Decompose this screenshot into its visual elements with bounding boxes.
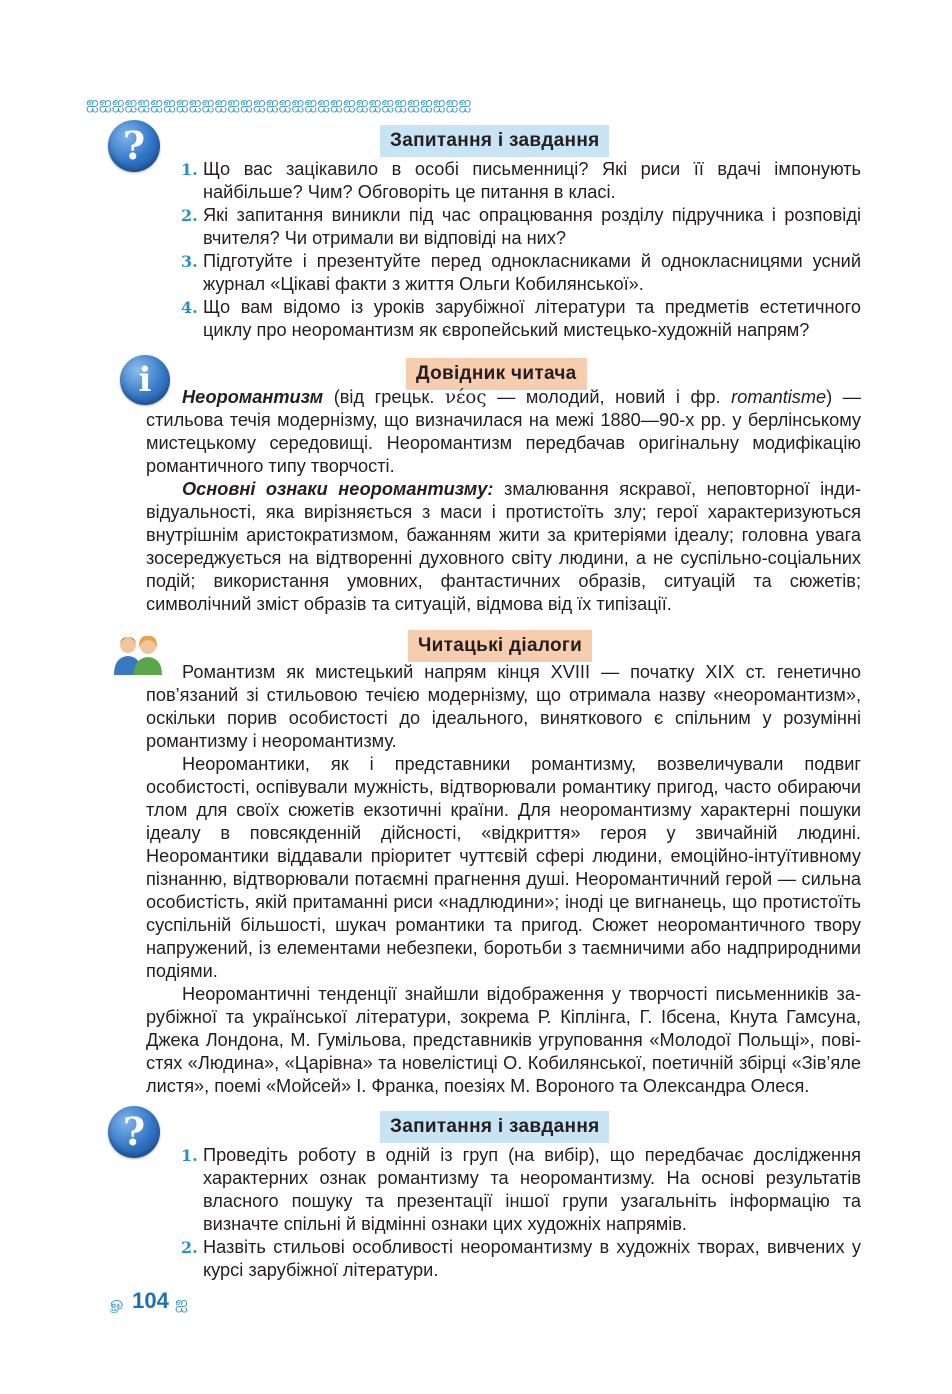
greek-word: νέος (444, 387, 487, 408)
page-number: 104 (132, 1288, 169, 1313)
question-item (181, 204, 861, 250)
reference-text-part: — молодий, новий і фр. (486, 387, 732, 407)
reference-text-part: (від грецьк. (323, 387, 445, 407)
question-text: Які запитання виникли під час опрацювання розділу підручника і розповіді вчителя? Чи отримали ви відповіді на них? (203, 205, 861, 248)
question-icon: ? (108, 120, 160, 172)
question-item (181, 296, 861, 342)
reference-text (146, 386, 861, 616)
ornament-right: ஐ (174, 1293, 188, 1312)
question-item (181, 1144, 861, 1236)
dialogues-paragraph: Неоромантичні тенденції знайшли відображення у творчості письменників зарубіжної та української літератури, зокрема Р. Кіплінга, Г. Ібсена, Кнута Гамсуна, Джека Лондона, М. Гумільова, представників угруповання «Молодої Польщі», повістях «Людина», «Царівна» та новелістиці О. Кобилянської, поетичній збірці «Зів’яле листя», поемі «Мойсей» І. Франка, поезіях М. Вороного та Олександра Олеся. (146, 984, 861, 1096)
ornament-border-top: ஐஐஐஐஐஐஐஐஐஐஐஐஐஐஐஐஐஐஐஐஐஐஐஐஐஐஐஐஐஐ (86, 93, 472, 112)
question-list-1 (181, 158, 861, 342)
question-number: 3. (181, 252, 198, 271)
term-neoromanticism: Неоромантизм (182, 387, 324, 407)
section-heading-questions-2: Запитання і завдання (380, 1111, 609, 1143)
dialogues-paragraph: Романтизм як мистецький напрям кінця XVIII — початку XIX ст. генетично пов’язаний зі стильовою течією модернізму, що отримала назву «неоромантизм», оскільки порив особистості до ідеального, виняткового є спільним у розумінні романтизму і неоромантизму. (146, 662, 861, 751)
section-heading-reference: Довідник читача (406, 358, 587, 390)
section-heading-dialogues: Читацькі діалоги (408, 630, 592, 662)
question-item (181, 158, 861, 204)
dialogues-text (146, 661, 861, 1098)
question-text: Назвіть стильові особливості неоромантизму в художніх творах, вивчених у курсі зарубіжної літератури. (203, 1237, 861, 1280)
page-footer (110, 1288, 188, 1314)
question-number: 2. (181, 206, 198, 225)
question-icon: ? (108, 1106, 160, 1158)
question-text: Що вас зацікавило в особі письменниці? Які риси її вдачі імпонують найбільше? Чим? Обговоріть це питання в класі. (203, 159, 861, 202)
features-label: Основні ознаки неоромантизму: (182, 479, 494, 499)
features-text: змалювання яскравої, неповторної індивідуальності, яка вирізняється з маси і протистоїть злу; герої характеризуються внутрішнім аристократизмом, бажанням жити за критеріями ідеалу; головна увага зосереджується на відтворенні духовного світу людини, а не суспільно-соціальних подій; використання умовних, фантастичних образів, ситуацій та сюжетів; символічний зміст образів та ситуацій, відмова від їх типізації. (146, 479, 861, 614)
info-icon: i (120, 355, 170, 405)
question-number: 1. (181, 160, 198, 179)
section-heading-questions-1: Запитання і завдання (380, 125, 609, 157)
question-text: Що вам відомо із уроків зарубіжної літератури та предметів естетичного циклу про неоромантизм як європейський мистецько-художній напрям? (203, 297, 861, 340)
question-text: Проведіть роботу в одній із груп (на вибір), що передбачає дослідження характерних ознак романтизму та неоромантизму. На основі результатів власного пошуку та презентації іншої групи узагальніть інформацію та визначте спільні й відмінні ознаки цих художніх напрямів. (203, 1145, 861, 1234)
question-text: Підготуйте і презентуйте перед однокласниками й однокласницями усний журнал «Цікаві факти з життя Ольги Кобилянської». (203, 251, 861, 294)
question-item (181, 1236, 861, 1282)
dialogues-paragraph: Неоромантики, як і представники романтизму, возвеличували подвиг особистості, оспівували мужність, відтворювали романтику пригод, часто обираючи тлом для своїх сюжетів екзотичні країни. Для неоромантизму характерні пошуки ідеалу в повсякденній дійсності, «відкриття» героя у звичайній людині. Неоромантики віддавали пріоритет чуттєвій сфері людини, емоційно-інтуїтивному пізнанню, відтворювали потаємні прагнення душі. Неоромантичний герой — сильна особистість, якій притаманні риси «надлюдини»; іноді це вигнанець, що протистоїть суспільній більшості, шукач романтики та пригод. Сюжет неоромантичного твору напружений, із елементами небезпеки, боротьби з таємничими або надприродними подіями. (146, 754, 861, 981)
reference-text-part: ) — стильова течія модернізму, що визначилася на межі 1880—90-х рр. у берлінському мистецькому середовищі. Неоромантизм передбачав оригінальну модифікацію романтичного типу творчості. (146, 387, 861, 476)
question-number: 2. (181, 1238, 198, 1257)
question-number: 4. (181, 298, 198, 317)
question-item (181, 250, 861, 296)
question-number: 1. (181, 1146, 198, 1165)
ornament-left: ௐ (110, 1293, 126, 1312)
french-word: romantisme (731, 387, 827, 407)
question-list-2 (181, 1144, 861, 1282)
